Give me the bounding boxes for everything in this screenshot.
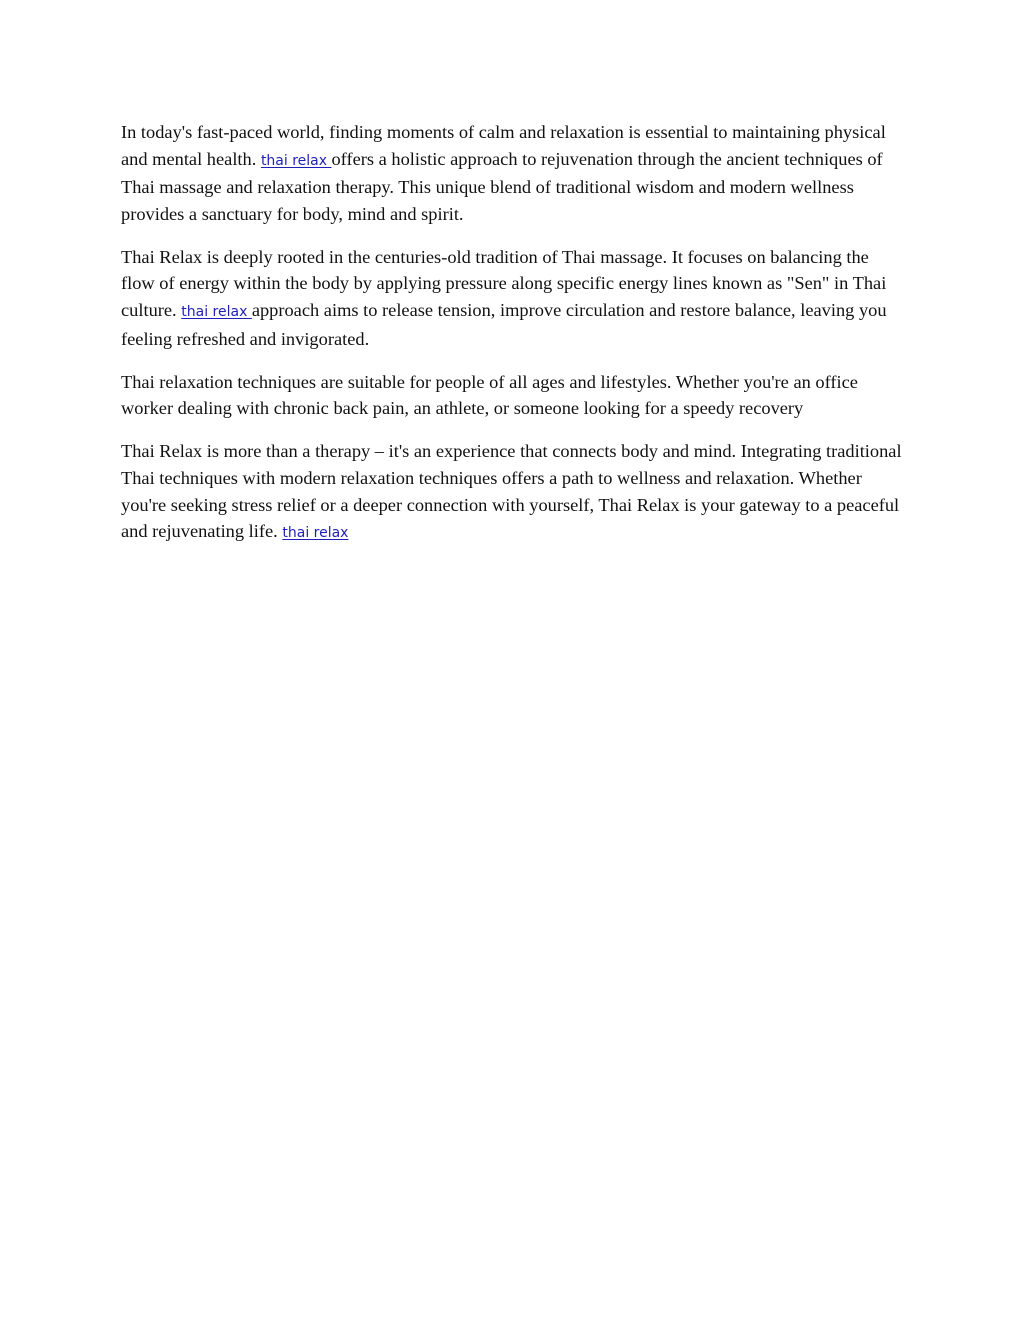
paragraph-tradition-text-start: Thai Relax is deeply rooted in the centuries-old tradition of Thai massage. It focuses on balancing the flow of energy within the body by applying pressure along specific energy lines known as "Sen" in Thai culture. — [121, 246, 887, 321]
thai-relax-link-3[interactable]: thai relax — [282, 525, 349, 542]
paragraph-conclusion-text: Thai Relax is more than a therapy – it's an experience that connects body and mind. Integrating traditional Thai techniques with modern relaxation techniques offers a path to wellness and relaxation. Whether you're seeking stress relief or a deeper connection with yourself, Thai Relax is your gateway to a peaceful and rejuvenating life. — [121, 441, 902, 542]
paragraph-intro — [121, 119, 903, 227]
paragraph-tradition-text-end: approach aims to release tension, improve circulation and restore balance, leaving you feeling refreshed and invigorated. — [121, 300, 887, 349]
paragraph-conclusion — [121, 438, 903, 546]
document-body — [121, 119, 903, 563]
paragraph-tradition — [121, 244, 903, 352]
paragraph-intro-text-end: offers a holistic approach to rejuvenation through the ancient techniques of Thai massage and relaxation therapy. This unique blend of traditional wisdom and modern wellness provides a sanctuary for body, mind and spirit. — [121, 148, 883, 224]
paragraph-suitability-text: Thai relaxation techniques are suitable for people of all ages and lifestyles. Whether you're an office worker dealing with chronic back pain, an athlete, or someone looking for a speedy recovery — [121, 371, 858, 419]
paragraph-suitability — [121, 369, 903, 422]
paragraph-intro-text-start: In today's fast-paced world, finding moments of calm and relaxation is essential to maintaining physical and mental health. — [121, 122, 886, 169]
thai-relax-link-1[interactable]: thai relax — [260, 152, 332, 169]
thai-relax-link-2[interactable]: thai relax — [181, 304, 252, 321]
